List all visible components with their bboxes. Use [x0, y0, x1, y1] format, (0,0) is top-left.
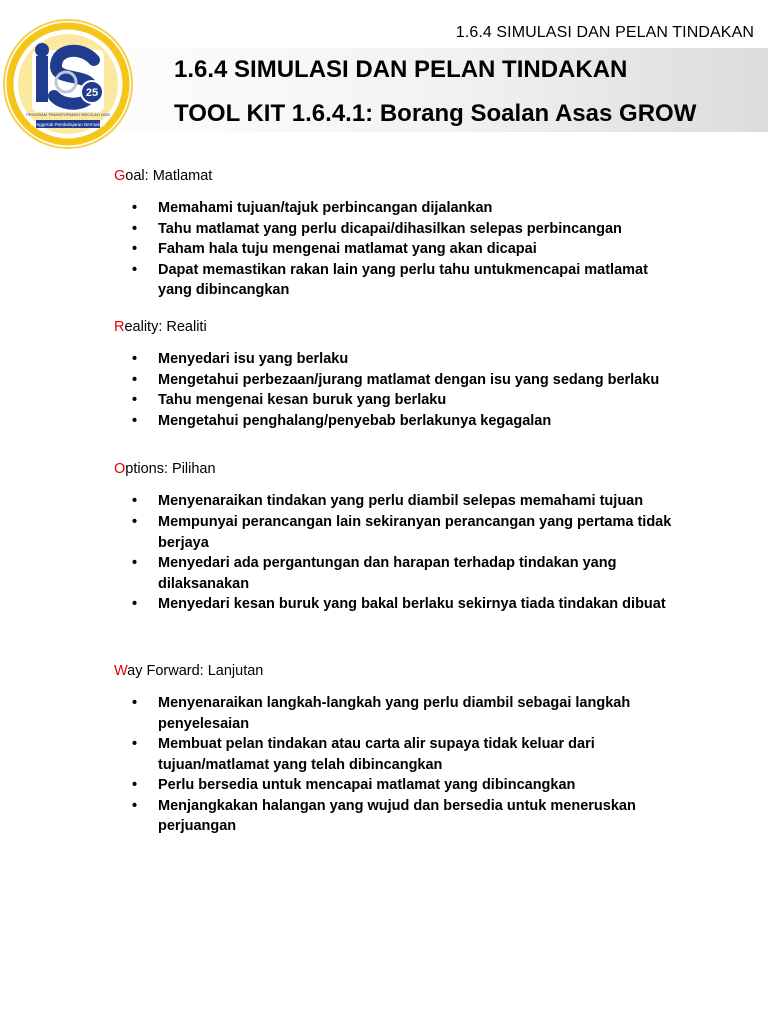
program-logo — [2, 10, 140, 154]
section-reality — [114, 317, 714, 431]
list-item: • Membuat pelan tindakan atau carta alir supaya tidak keluar dari tujuan/matlamat yang telah dibincangkan — [114, 734, 684, 775]
running-header: 1.6.4 SIMULASI DAN PELAN TINDAKAN — [455, 24, 754, 41]
list-item: • Mempunyai perancangan lain sekiranyan perancangan yang pertama tidak berjaya — [114, 512, 684, 553]
list-item: • Perlu bersedia untuk mencapai matlamat yang dibincangkan — [114, 775, 684, 796]
logo-caption-1: PROGRAM TRANSFORMASI SEKOLAH 2025 — [26, 112, 110, 117]
heading-initial: R — [114, 318, 125, 335]
list-item: • Dapat memastikan rakan lain yang perlu tahu untukmencapai matlamat yang dibincangkan — [114, 260, 684, 301]
heading-text: ay Forward: Lanjutan — [127, 662, 264, 679]
bullet-list — [114, 693, 714, 837]
list-item: • Tahu matlamat yang perlu dicapai/dihasilkan selepas perbincangan — [114, 219, 684, 240]
logo-caption-2: Penggerak Pembelajaran Bermakna — [30, 122, 106, 127]
section-goal — [114, 166, 714, 301]
page-subtitle: TOOL KIT 1.6.4.1: Borang Soalan Asas GROW — [174, 100, 697, 127]
list-item: • Tahu mengenai kesan buruk yang berlaku — [114, 390, 684, 411]
logo-badge: 25 — [85, 87, 99, 99]
list-item: • Mengetahui perbezaan/jurang matlamat dengan isu yang sedang berlaku — [114, 370, 684, 391]
list-item: • Mengetahui penghalang/penyebab berlakunya kegagalan — [114, 411, 684, 432]
list-item: • Menyenaraikan langkah-langkah yang perlu diambil sebagai langkah penyelesaian — [114, 693, 684, 734]
section-heading — [114, 166, 714, 186]
section-heading — [114, 317, 714, 337]
heading-initial: W — [114, 662, 128, 679]
bullet-list — [114, 198, 714, 301]
section-heading — [114, 459, 714, 479]
list-item: • Menyenaraikan tindakan yang perlu diambil selepas memahami tujuan — [114, 491, 684, 512]
page-title: 1.6.4 SIMULASI DAN PELAN TINDAKAN — [174, 56, 628, 83]
grow-form — [114, 166, 714, 853]
bullet-list — [114, 491, 714, 615]
list-item: • Menjangkakan halangan yang wujud dan bersedia untuk meneruskan perjuangan — [114, 796, 684, 837]
list-item: • Menyedari kesan buruk yang bakal berlaku sekirnya tiada tindakan dibuat — [114, 594, 684, 615]
list-item: • Memahami tujuan/tajuk perbincangan dijalankan — [114, 198, 684, 219]
heading-text: ptions: Pilihan — [125, 461, 216, 478]
section-way-forward — [114, 661, 714, 837]
list-item: • Menyedari isu yang berlaku — [114, 349, 684, 370]
list-item: • Faham hala tuju mengenai matlamat yang akan dicapai — [114, 239, 684, 260]
section-options — [114, 459, 714, 615]
heading-text: oal: Matlamat — [125, 168, 213, 184]
heading-initial: O — [114, 461, 126, 478]
section-heading — [114, 661, 714, 681]
list-item: • Menyedari ada pergantungan dan harapan terhadap tindakan yang dilaksanakan — [114, 553, 684, 594]
heading-initial: G — [114, 168, 126, 184]
bullet-list — [114, 349, 714, 431]
heading-text: eality: Realiti — [124, 318, 207, 335]
